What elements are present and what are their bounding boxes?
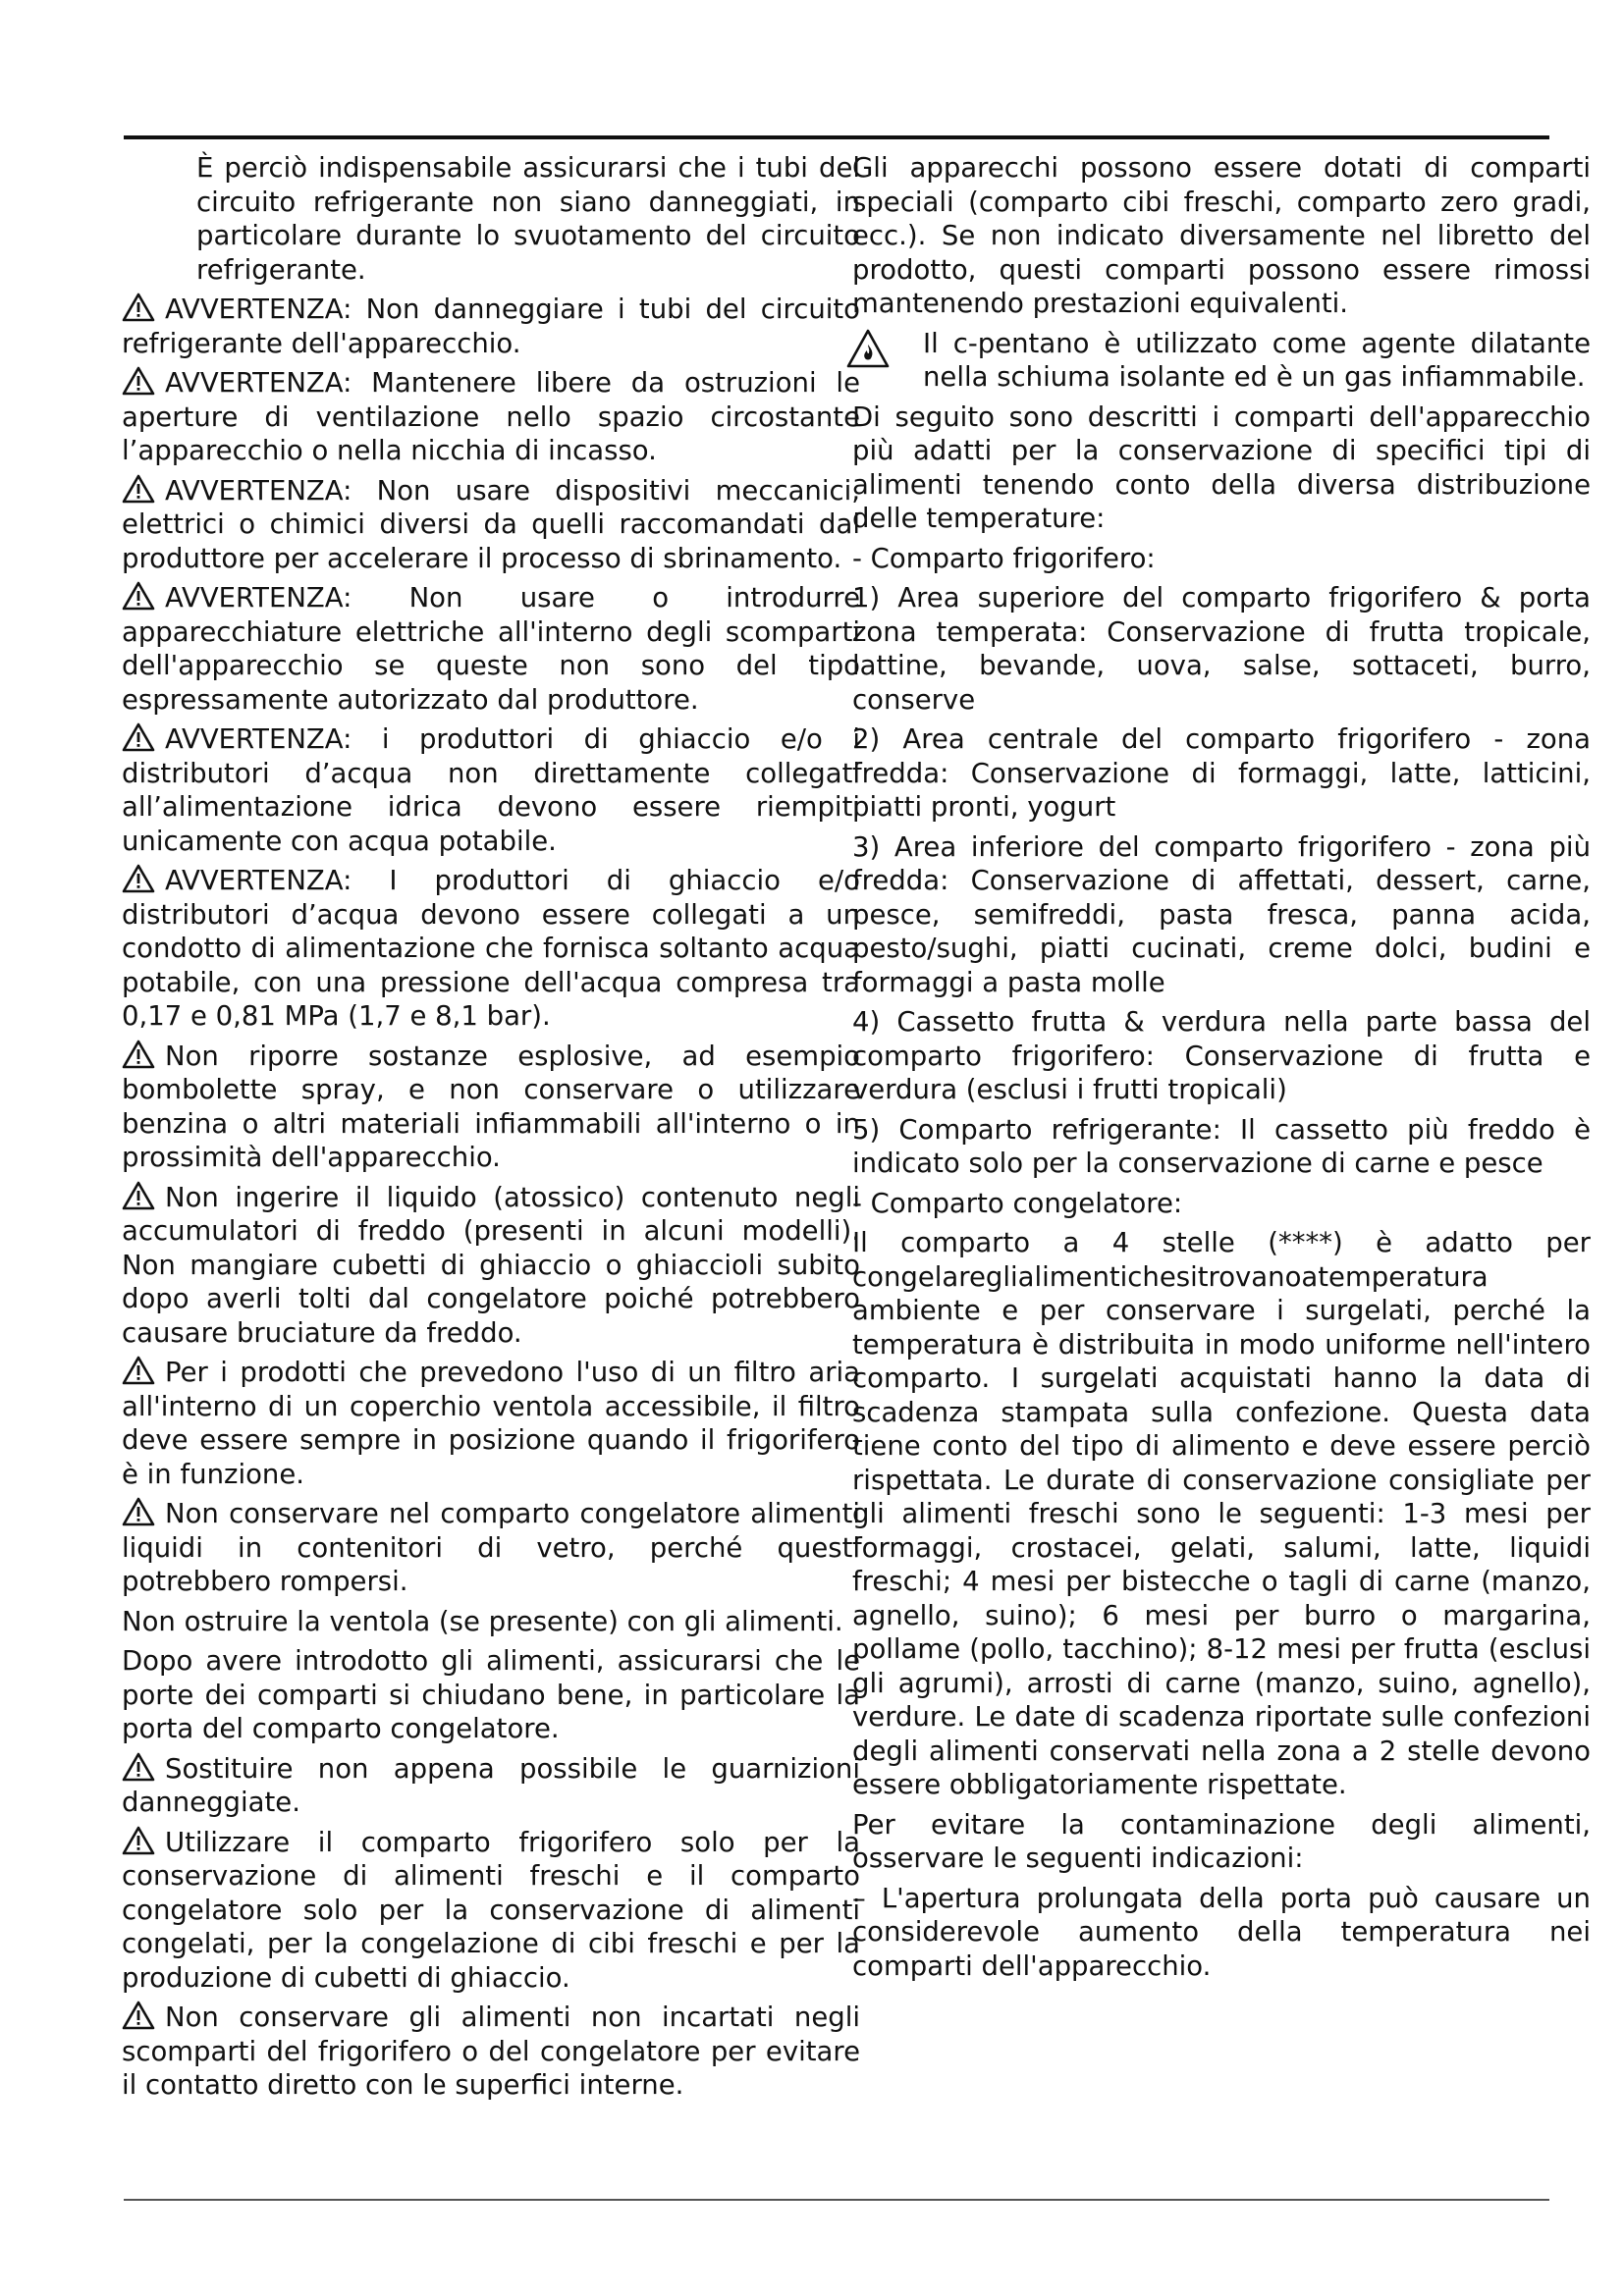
warning-triangle-icon	[122, 581, 155, 611]
warning-paragraph: Per i prodotti che prevedono l'uso di un filtro aria all'interno di un coperchio ventola accessibile, il filtro deve essere sempre in posizione quando il frigorifero è in funzione.	[122, 1357, 860, 1490]
body-paragraph: Di seguito sono descritti i comparti dell'apparecchio più adatti per la conservazione di specifici tipi di alimenti tenendo conto della diversa distribuzione delle temperature:	[852, 400, 1591, 534]
list-item: 5) Comparto refrigerante: Il cassetto più freddo è indicato solo per la conservazione di carne e pesce	[852, 1113, 1591, 1179]
intro-paragraph: È perciò indispensabile assicurarsi che i tubi del circuito refrigerante non siano danneggiati, in particolare durante lo svuotamento del circuito refrigerante.	[196, 152, 860, 286]
body-paragraph: Gli apparecchi possono essere dotati di comparti speciali (comparto cibi freschi, comparto zero gradi, ecc.). Se non indicato diversamente nel libretto del prodotto, questi comparti possono essere rimossi mantenendo prestazioni equivalenti.	[852, 152, 1591, 319]
warning-triangle-icon	[122, 722, 155, 752]
warning-paragraph: AVVERTENZA: I produttori di ghiaccio e/o distributori d’acqua devono essere collegati a un condotto di alimentazione che fornisca soltanto acqua potabile, con una pressione dell'acqua compresa tra 0,17 e 0,81 MPa (1,7 e 8,1 bar).	[122, 865, 860, 1032]
list-item: – L'apertura prolungata della porta può causare un considerevole aumento della temperatura nei comparti dell'apparecchio.	[852, 1882, 1591, 1982]
section-heading: - Comparto congelatore:	[852, 1187, 1183, 1219]
warning-triangle-icon	[122, 1181, 155, 1210]
warning-triangle-icon	[122, 474, 155, 504]
warning-triangle-icon	[122, 1826, 155, 1855]
list-item: 4) Cassetto frutta & verdura nella parte bassa del comparto frigorifero: Conservazione di frutta e verdura (esclusi i frutti tropicali)	[852, 1006, 1591, 1105]
warning-triangle-icon	[122, 366, 155, 396]
flammable-triangle-icon	[846, 329, 890, 368]
warning-paragraph: AVVERTENZA: i produttori di ghiaccio e/o i distributori d’acqua non direttamente collegati all’alimentazione idrica devono essere riempiti unicamente con acqua potabile.	[122, 723, 860, 857]
right-column	[852, 151, 1591, 1989]
body-paragraph: Il comparto a 4 stelle (****) è adatto per congelareglialimentichesitrovanoatemperatura ambiente e per conservare i surgelati, perché la temperatura è distribuita in modo uniforme nell'intero comparto. I surgelati acquistati hanno la data di scadenza stampata sulla confezione. Questa data tiene conto del tipo di alimento e deve essere perciò rispettata. Le durate di conservazione consigliate per gli alimenti freschi sono le seguenti: 1-3 mesi per formaggi, crostacei, gelati, salumi, latte, liquidi freschi; 4 mesi per bistecche o tagli di carne (manzo, agnello, suino); 6 mesi per burro o margarina, pollame (pollo, tacchino); 8-12 mesi per frutta (esclusi gli agrumi), arrosti di carne (manzo, suino, agnello), verdure. Le date di scadenza riportate sulle confezioni degli alimenti conservati nella zona a 2 stelle devono essere obbligatoriamente rispettate.	[852, 1227, 1591, 1800]
warning-paragraph: Non conservare gli alimenti non incartati negli scomparti del frigorifero o del congelatore per evitare il contatto diretto con le superfici interne.	[122, 2002, 860, 2101]
list-item: 2) Area centrale del comparto frigorifero - zona fredda: Conservazione di formaggi, latte, latticini, piatti pronti, yogurt	[852, 723, 1591, 823]
warning-triangle-icon	[122, 1497, 155, 1526]
warning-triangle-icon	[122, 1356, 155, 1385]
section-heading: - Comparto frigorifero:	[852, 542, 1156, 574]
warning-paragraph: Sostituire non appena possibile le guarnizioni danneggiate.	[122, 1752, 860, 1818]
warning-triangle-icon	[122, 1040, 155, 1069]
top-rule	[124, 135, 1549, 139]
warning-paragraph: Utilizzare il comparto frigorifero solo per la conservazione di alimenti freschi e il comparto congelatore solo per la conservazione di alimenti congelati, per la congelazione di cibi freschi e per la produzione di cubetti di ghiaccio.	[122, 1826, 860, 1994]
warning-paragraph: AVVERTENZA: Non usare o introdurre apparecchiature elettriche all'interno degli scomparti dell'apparecchio se queste non sono del tipo espressamente autorizzato dal produttore.	[122, 582, 860, 716]
flammable-warning: Il c-pentano è utilizzato come agente dilatante nella schiuma isolante ed è un gas infiammabile.	[852, 327, 1591, 395]
warning-triangle-icon	[122, 1752, 155, 1782]
warning-paragraph: AVVERTENZA: Non usare dispositivi meccanici, elettrici o chimici diversi da quelli raccomandati dal produttore per accelerare il processo di sbrinamento.	[122, 474, 860, 574]
warning-triangle-icon	[122, 864, 155, 893]
bottom-rule	[124, 2199, 1549, 2201]
warning-paragraph: AVVERTENZA: Mantenere libere da ostruzioni le aperture di ventilazione nello spazio circostante l’apparecchio o nella nicchia di incasso.	[122, 367, 860, 466]
warning-paragraph: AVVERTENZA: Non danneggiare i tubi del circuito refrigerante dell'apparecchio.	[122, 294, 860, 359]
warning-triangle-icon	[122, 2001, 155, 2030]
left-column	[122, 151, 860, 2109]
body-paragraph: Per evitare la contaminazione degli alimenti, osservare le seguenti indicazioni:	[852, 1808, 1591, 1874]
warning-paragraph: Non conservare nel comparto congelatore alimenti liquidi in contenitori di vetro, perché questi potrebbero rompersi.	[122, 1498, 860, 1597]
warning-paragraph: Non riporre sostanze esplosive, ad esempio bombolette spray, e non conservare o utilizzare benzina o altri materiali infiammabili all'interno o in prossimità dell'apparecchio.	[122, 1040, 860, 1173]
body-paragraph: Dopo avere introdotto gli alimenti, assicurarsi che le porte dei comparti si chiudano bene, in particolare la porta del comparto congelatore.	[122, 1645, 860, 1744]
warning-triangle-icon	[122, 293, 155, 322]
list-item: 3) Area inferiore del comparto frigorifero - zona più fredda: Conservazione di affettati, dessert, carne, pesce, semifreddi, pasta fresca, panna acida, pesto/sughi, piatti cucinati, creme dolci, budini e formaggi a pasta molle	[852, 830, 1591, 998]
body-paragraph: Non ostruire la ventola (se presente) con gli alimenti.	[122, 1605, 843, 1637]
list-item: 1) Area superiore del comparto frigorifero & porta zona temperata: Conservazione di frutta tropicale, lattine, bevande, uova, salse, sottaceti, burro, conserve	[852, 582, 1591, 716]
warning-paragraph: Non ingerire il liquido (atossico) contenuto negli accumulatori di freddo (presenti in alcuni modelli). Non mangiare cubetti di ghiaccio o ghiaccioli subito dopo averli tolti dal congelatore poiché potrebbero causare bruciature da freddo.	[122, 1181, 860, 1349]
